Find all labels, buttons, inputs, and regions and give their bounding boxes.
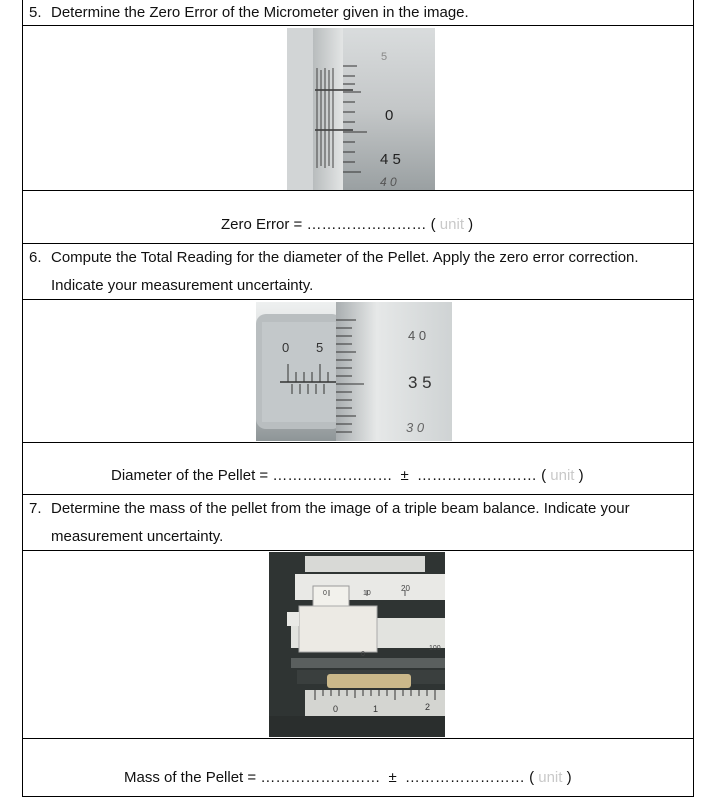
unit-close: ) (566, 769, 572, 786)
answer-label: Mass of the Pellet = (124, 769, 257, 786)
plus-minus: ± (388, 769, 397, 786)
triple-beam-photo (269, 552, 445, 737)
unit-open: ( (430, 216, 436, 233)
middle-beam-100: 100 (429, 645, 441, 652)
question-number: 5. (29, 4, 42, 21)
unit-placeholder: unit (538, 769, 563, 786)
question-text: Determine the Zero Error of the Micrometer given in the image. (51, 4, 469, 21)
thimble-label-30: 3 0 (406, 420, 425, 435)
lower-scale-0: 0 (333, 704, 339, 714)
answer-blank[interactable]: …………………… (306, 216, 427, 233)
diameter-answer (111, 467, 584, 484)
question-7-text (23, 495, 693, 551)
diameter-answer-row (22, 443, 694, 495)
micrometer-pellet-photo (256, 302, 452, 441)
thimble-label-40: 4 0 (380, 175, 397, 189)
question-text-line2: measurement uncertainty. (51, 528, 224, 545)
thimble-label-40: 4 0 (408, 328, 427, 343)
plus-minus: ± (400, 467, 409, 484)
question-text-line1: Determine the mass of the pellet from the image of a triple beam balance. Indicate your (51, 500, 630, 517)
zero-error-answer (221, 216, 473, 233)
question-number: 7. (29, 500, 42, 517)
question-number: 6. (29, 249, 42, 266)
answer-label: Zero Error = (221, 216, 303, 233)
question-6-text (23, 244, 693, 300)
thimble-label-35: 3 5 (408, 373, 432, 392)
micrometer-zero-image-row (22, 26, 694, 191)
sleeve-label-0: 0 (282, 340, 290, 355)
thimble-label-45: 4 5 (380, 151, 401, 168)
answer-blank-uncertainty[interactable]: …………………… (416, 467, 537, 484)
question-5-row (22, 0, 694, 26)
middle-beam-0: 0 (361, 651, 365, 658)
unit-placeholder: unit (550, 467, 575, 484)
question-text-line2: Indicate your measurement uncertainty. (51, 277, 314, 294)
unit-close: ) (468, 216, 474, 233)
answer-blank-value[interactable]: …………………… (272, 467, 393, 484)
worksheet (22, 0, 694, 797)
sleeve-label-5: 5 (316, 340, 324, 355)
question-5-text (23, 0, 693, 27)
question-7-row (22, 495, 694, 551)
mass-answer (124, 769, 572, 786)
top-beam-10: 10 (363, 590, 371, 597)
lower-scale-2: 2 (425, 702, 431, 712)
answer-blank-uncertainty[interactable]: …………………… (404, 769, 525, 786)
question-6-row (22, 244, 694, 300)
unit-open: ( (529, 769, 535, 786)
micrometer-zero-photo (287, 28, 435, 190)
zero-error-answer-row (22, 191, 694, 244)
thimble-label-0: 0 (385, 107, 394, 124)
unit-open: ( (541, 467, 547, 484)
mass-answer-row (22, 739, 694, 797)
answer-label: Diameter of the Pellet = (111, 467, 269, 484)
thimble-label-top: 5 (381, 51, 388, 63)
triple-beam-image-row (22, 551, 694, 739)
top-beam-0: 0 (323, 590, 327, 597)
unit-close: ) (578, 467, 584, 484)
unit-placeholder: unit (439, 216, 464, 233)
lower-scale-1: 1 (373, 704, 379, 714)
question-text-line1: Compute the Total Reading for the diameter of the Pellet. Apply the zero error correction. (51, 249, 639, 266)
answer-blank-value[interactable]: …………………… (260, 769, 381, 786)
micrometer-pellet-image-row (22, 300, 694, 443)
top-beam-20: 20 (401, 584, 410, 593)
